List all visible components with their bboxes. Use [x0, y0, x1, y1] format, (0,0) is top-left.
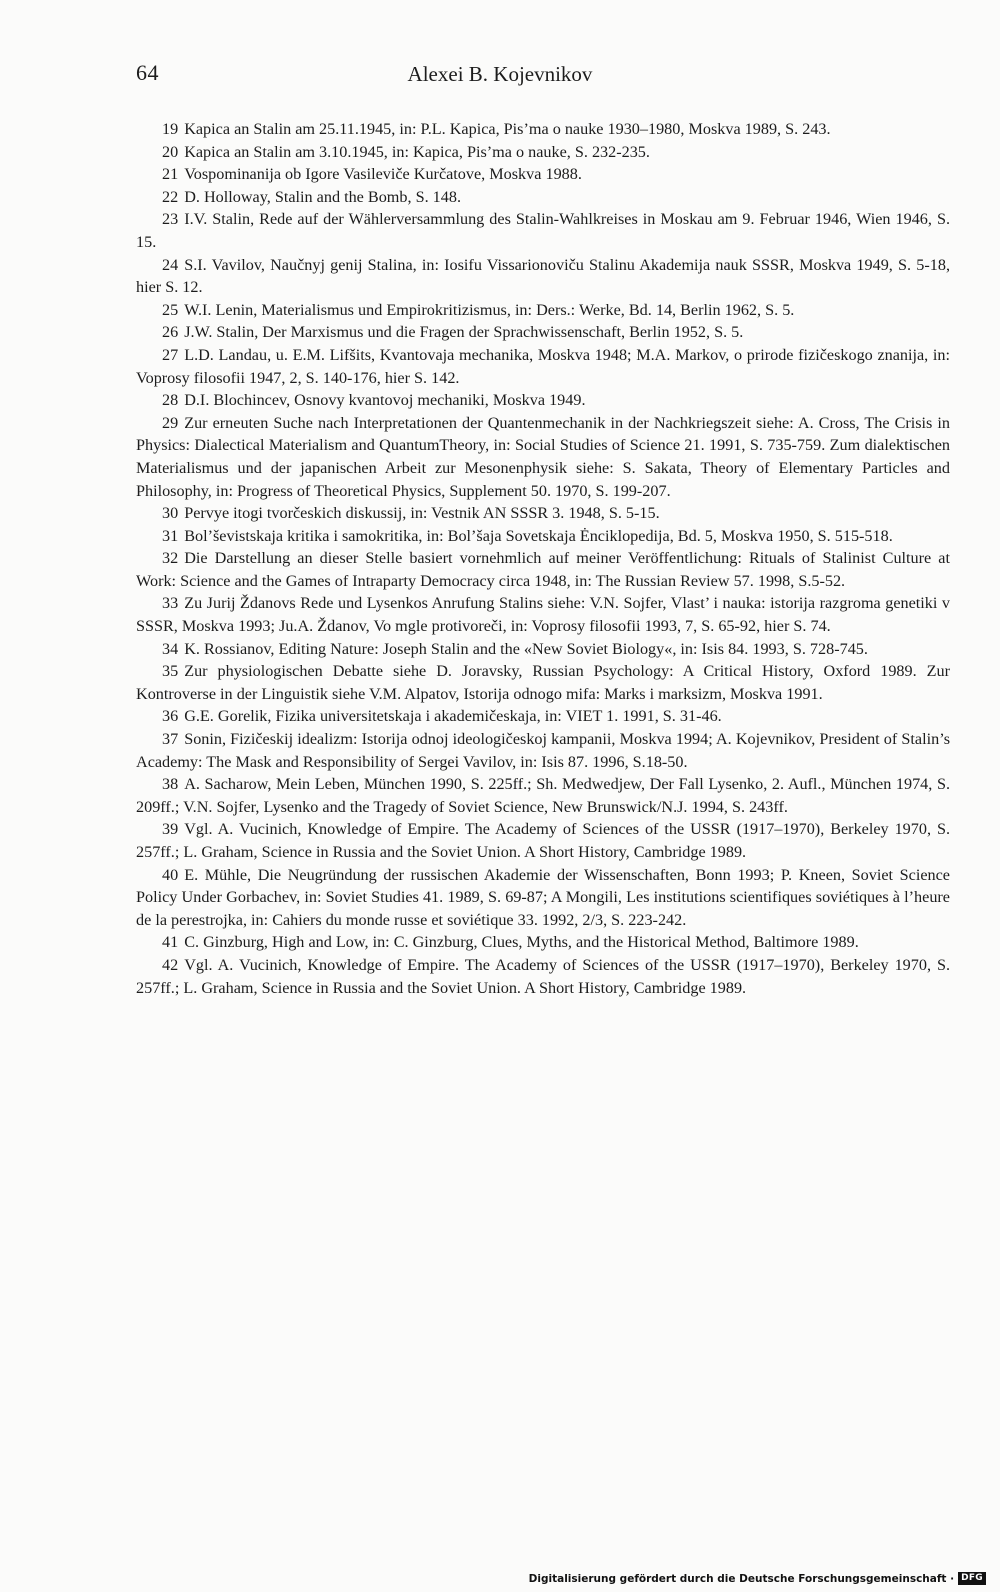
footnote	[136, 141, 950, 164]
footnote	[136, 389, 950, 412]
footnote	[136, 186, 950, 209]
footnote-text: Zur physiologischen Debatte siehe D. Joravsky, Russian Psychology: A Critical History, Oxford 1989. Zur Kontroverse in der Linguistik siehe V.M. Alpatov, Istorija odnogo mifa: Marks i marksizm, Moskva 1991.	[136, 662, 950, 703]
footnote	[136, 818, 950, 863]
footnote-number: 19	[162, 120, 179, 138]
footnote	[136, 728, 950, 773]
footnote-text: D. Holloway, Stalin and the Bomb, S. 148.	[184, 187, 462, 206]
page-number: 64	[136, 60, 159, 85]
footnote-text: A. Sacharow, Mein Leben, München 1990, S. 225ff.; Sh. Medwedjew, Der Fall Lysenko, 2. Aufl., München 1974, S. 209ff.; V.N. Sojfer, Lysenko and the Tragedy of Soviet Science, New Brunswick/N.J. 1994, S. 243ff.	[136, 775, 950, 816]
footnote-number: 26	[162, 323, 179, 342]
footnote-number: 23	[162, 210, 179, 229]
footnote-text: Kapica an Stalin am 3.10.1945, in: Kapica, Pis’ma o nauke, S. 232-235.	[184, 142, 650, 161]
footnote-number: 35	[162, 662, 179, 681]
footnote	[136, 344, 950, 389]
footnote-text: Bol’ševistskaja kritika i samokritika, in: Bol’šaja Sovetskaja Ėnciklopedija, Bd. 5, Moskva 1950, S. 515-518.	[184, 526, 893, 545]
footnote-number: 32	[162, 549, 179, 568]
footnote-number: 34	[162, 639, 179, 658]
footnote	[136, 592, 950, 637]
footnote-text: G.E. Gorelik, Fizika universitetskaja i akademičeskaja, in: VIET 1. 1991, S. 31-46.	[184, 707, 722, 726]
footnote-number: 30	[162, 504, 179, 523]
footnote-text: Die Darstellung an dieser Stelle basiert vornehmlich auf meiner Veröffentlichung: Rituals of Stalinist Culture at Work: Science and the Games of Intraparty Democracy circa 1948, in: The Russian Review 57. 1998, S.5-52.	[136, 549, 950, 590]
footnote-text: K. Rossianov, Editing Nature: Joseph Stalin and the «New Soviet Biology«, in: Isis 84. 1993, S. 728-745.	[184, 639, 868, 658]
footnote-number: 27	[162, 345, 179, 364]
footnotes-list	[136, 118, 950, 999]
footnote-number: 22	[162, 187, 179, 206]
footnote-number: 29	[162, 413, 179, 432]
footnote-text: J.W. Stalin, Der Marxismus und die Fragen der Sprachwissenschaft, Berlin 1952, S. 5.	[184, 323, 744, 342]
footnote	[136, 705, 950, 728]
footnote-number: 21	[162, 165, 179, 184]
footnote	[136, 864, 950, 932]
footnote-text: C. Ginzburg, High and Low, in: C. Ginzburg, Clues, Myths, and the Historical Method, Baltimore 1989.	[184, 933, 859, 952]
footnote	[136, 773, 950, 818]
footnote-text: Kapica an Stalin am 25.11.1945, in: P.L. Kapica, Pis’ma o nauke 1930–1980, Moskva 1989, S. 243.	[184, 120, 831, 138]
footnote	[136, 931, 950, 954]
dfg-logo: DFG	[958, 1572, 986, 1585]
footnote-text: I.V. Stalin, Rede auf der Wählerversammlung des Stalin-Wahlkreises in Moskau am 9. Februar 1946, Wien 1946, S. 15.	[136, 210, 950, 251]
footnote	[136, 502, 950, 525]
footnote-text: Vgl. A. Vucinich, Knowledge of Empire. The Academy of Sciences of the USSR (1917–1970), Berkeley 1970, S. 257ff.; L. Graham, Science in Russia and the Soviet Union. A Short History, Cambridge 1989.	[136, 820, 950, 861]
footnote-text: Pervye itogi tvorčeskich diskussij, in: Vestnik AN SSSR 3. 1948, S. 5-15.	[184, 504, 660, 523]
footnote	[136, 118, 950, 141]
footnote-text: Zur erneuten Suche nach Interpretationen der Quantenmechanik in der Nachkriegszeit siehe: A. Cross, The Crisis in Physics: Dialectical Materialism and QuantumTheory, in: Social Studies of Science 21. 1991, S. 735-759. Zum dialektischen Materialismus und der japanischen Arbeit zur Mesonenphysik siehe: S. Sakata, Theory of Elementary Particles and Philosophy, in: Progress of Theoretical Physics, Supplement 50. 1970, S. 199-207.	[136, 413, 950, 500]
footnote-number: 40	[162, 865, 179, 884]
footnote-text: E. Mühle, Die Neugründung der russischen Akademie der Wissenschaften, Bonn 1993; P. Kneen, Soviet Science Policy Under Gorbachev, in: Soviet Studies 41. 1989, S. 69-87; A Mongili, Les institutions scientifiques soviétiques à l’heure de la perestrojka, in: Cahiers du monde russe et soviétique 33. 1992, 2/3, S. 223-242.	[136, 865, 950, 929]
footnote-number: 24	[162, 255, 179, 274]
footnote	[136, 547, 950, 592]
footnote	[136, 660, 950, 705]
footnote-text: Vgl. A. Vucinich, Knowledge of Empire. The Academy of Sciences of the USSR (1917–1970), Berkeley 1970, S. 257ff.; L. Graham, Science in Russia and the Soviet Union. A Short History, Cambridge 1989.	[136, 955, 950, 997]
footnote-text: Zu Jurij Ždanovs Rede und Lysenkos Anrufung Stalins siehe: V.N. Sojfer, Vlast’ i nauka: istorija razgroma genetiki v SSSR, Moskva 1993; Ju.A. Ždanov, Vo mgle protivoreči, in: Voprosy filosofii 1993, 7, S. 65-92, hier S. 74.	[136, 594, 950, 636]
footnote-text: S.I. Vavilov, Naučnyj genij Stalina, in: Iosifu Vissarionoviču Stalinu Akademija nauk SSSR, Moskva 1949, S. 5-18, hier S. 12.	[136, 255, 950, 297]
footnote-text: L.D. Landau, u. E.M. Lifšits, Kvantovaja mechanika, Moskva 1948; M.A. Markov, o prirode fizičeskogo znanija, in: Voprosy filosofii 1947, 2, S. 140-176, hier S. 142.	[136, 345, 950, 387]
footnote-text: W.I. Lenin, Materialismus und Empirokritizismus, in: Ders.: Werke, Bd. 14, Berlin 1962, S. 5.	[184, 300, 795, 319]
footnote-number: 20	[162, 142, 179, 161]
footnote	[136, 254, 950, 299]
footnote	[136, 208, 950, 253]
footnote-number: 31	[162, 526, 179, 545]
footnote-number: 42	[162, 955, 179, 974]
footnote-number: 39	[162, 820, 179, 839]
footnote-number: 28	[162, 391, 179, 410]
digitization-credit	[529, 1572, 986, 1585]
running-head: Alexei B. Kojevnikov	[407, 62, 593, 86]
footnote-text: D.I. Blochincev, Osnovy kvantovoj mechaniki, Moskva 1949.	[184, 391, 586, 410]
footnote	[136, 638, 950, 661]
footnote	[136, 954, 950, 999]
footnote	[136, 412, 950, 502]
credit-text: Digitalisierung gefördert durch die Deutsche Forschungsgemeinschaft ·	[528, 1572, 955, 1585]
footnote-number: 38	[162, 775, 179, 794]
footnote	[136, 163, 950, 186]
footnote-number: 36	[162, 707, 179, 726]
footnote-number: 41	[162, 933, 179, 952]
footnote-number: 33	[162, 594, 179, 613]
footnote	[136, 321, 950, 344]
footnote	[136, 525, 950, 548]
footnote-number: 37	[162, 730, 179, 749]
footnote-text: Sonin, Fizičeskij idealizm: Istorija odnoj ideologičeskoj kampanii, Moskva 1994; A. Kojevnikov, President of Stalin’s Academy: The Mask and Responsibility of Sergei Vavilov, in: Isis 87. 1996, S.18-50.	[136, 730, 950, 771]
footnote	[136, 299, 950, 322]
footnote-number: 25	[162, 300, 179, 319]
footnote-text: Vospominanija ob Igore Vasileviče Kurčatove, Moskva 1988.	[184, 165, 582, 184]
